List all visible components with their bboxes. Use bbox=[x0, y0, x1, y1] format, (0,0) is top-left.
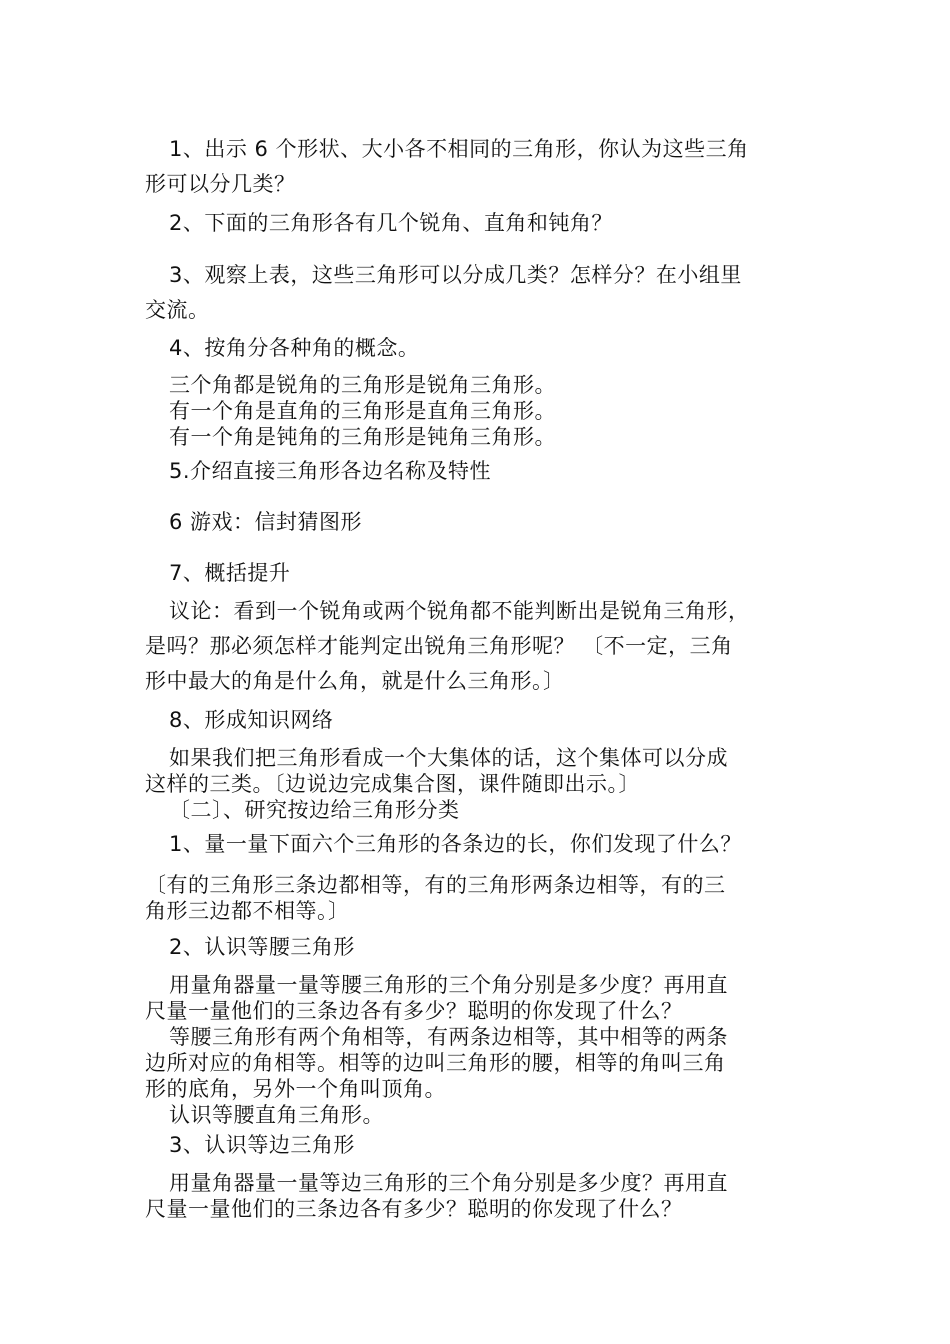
text-line: 角形三边都不相等。〕 bbox=[145, 899, 350, 923]
text-line: 〔二〕、研究按边给三角形分类 bbox=[169, 798, 460, 822]
text-line: 议论：看到一个锐角或两个锐角都不能判断出是锐角三角形， bbox=[169, 599, 750, 623]
text-line: 3、观察上表，这些三角形可以分成几类？怎样分？在小组里 bbox=[169, 263, 742, 287]
paragraph-4 bbox=[145, 331, 815, 366]
text-line: 认识等腰直角三角形。 bbox=[169, 1103, 384, 1127]
paragraph-15 bbox=[145, 972, 815, 1128]
text-line: 有一个角是钝角的三角形是钝角三角形。 bbox=[169, 425, 556, 449]
text-line: 2、下面的三角形各有几个锐角、直角和钝角？ bbox=[169, 211, 613, 235]
text-line: 8、形成知识网络 bbox=[169, 708, 334, 732]
paragraph-1 bbox=[145, 132, 815, 202]
paragraph-16 bbox=[145, 1128, 815, 1163]
text-line: 2、认识等腰三角形 bbox=[169, 935, 355, 959]
text-line: 用量角器量一量等腰三角形的三个角分别是多少度？再用直 bbox=[169, 973, 728, 997]
paragraph-17 bbox=[145, 1170, 815, 1222]
text-line: 3、认识等边三角形 bbox=[169, 1133, 355, 1157]
paragraph-2 bbox=[145, 206, 815, 241]
paragraph-9 bbox=[145, 594, 815, 699]
paragraph-12 bbox=[145, 827, 815, 862]
text-line: 1、出示 6 个形状、大小各不相同的三角形，你认为这些三角 bbox=[169, 137, 749, 161]
text-line: 7、概括提升 bbox=[169, 561, 291, 585]
paragraph-14 bbox=[145, 930, 815, 965]
paragraph-10 bbox=[145, 703, 815, 738]
text-line: 交流。 bbox=[145, 298, 210, 322]
paragraph-5 bbox=[145, 372, 815, 450]
text-line: 等腰三角形有两个角相等，有两条边相等，其中相等的两条 bbox=[169, 1025, 728, 1049]
text-line: 〔有的三角形三条边都相等，有的三角形两条边相等，有的三 bbox=[145, 873, 726, 897]
text-line: 边所对应的角相等。相等的边叫三角形的腰，相等的角叫三角 bbox=[145, 1051, 726, 1075]
text-line: 用量角器量一量等边三角形的三个角分别是多少度？再用直 bbox=[169, 1171, 728, 1195]
text-line: 是吗？那必须怎样才能判定出锐角三角形呢？ 〔不一定，三角 bbox=[145, 634, 733, 658]
paragraph-11 bbox=[145, 745, 815, 823]
paragraph-8 bbox=[145, 556, 815, 591]
text-line: 三个角都是锐角的三角形是锐角三角形。 bbox=[169, 373, 556, 397]
text-line: 形的底角，另外一个角叫顶角。 bbox=[145, 1077, 446, 1101]
text-line: 有一个角是直角的三角形是直角三角形。 bbox=[169, 399, 556, 423]
text-line: 尺量一量他们的三条边各有多少？聪明的你发现了什么？ bbox=[145, 999, 683, 1023]
paragraph-6 bbox=[145, 454, 815, 489]
text-line: 如果我们把三角形看成一个大集体的话，这个集体可以分成 bbox=[169, 746, 728, 770]
paragraph-13 bbox=[145, 872, 815, 924]
text-line: 6 游戏：信封猜图形 bbox=[169, 510, 363, 534]
text-line: 1、量一量下面六个三角形的各条边的长，你们发现了什么？ bbox=[169, 832, 742, 856]
text-line: 形中最大的角是什么角，就是什么三角形。〕 bbox=[145, 669, 565, 693]
text-line: 4、按角分各种角的概念。 bbox=[169, 336, 420, 360]
text-line: 5.介绍直接三角形各边名称及特性 bbox=[169, 459, 492, 483]
paragraph-7 bbox=[145, 505, 815, 540]
text-line: 这样的三类。〔边说边完成集合图，课件随即出示。〕 bbox=[145, 772, 640, 796]
text-line: 尺量一量他们的三条边各有多少？聪明的你发现了什么？ bbox=[145, 1197, 683, 1221]
text-line: 形可以分几类？ bbox=[145, 172, 296, 196]
paragraph-3 bbox=[145, 258, 815, 328]
